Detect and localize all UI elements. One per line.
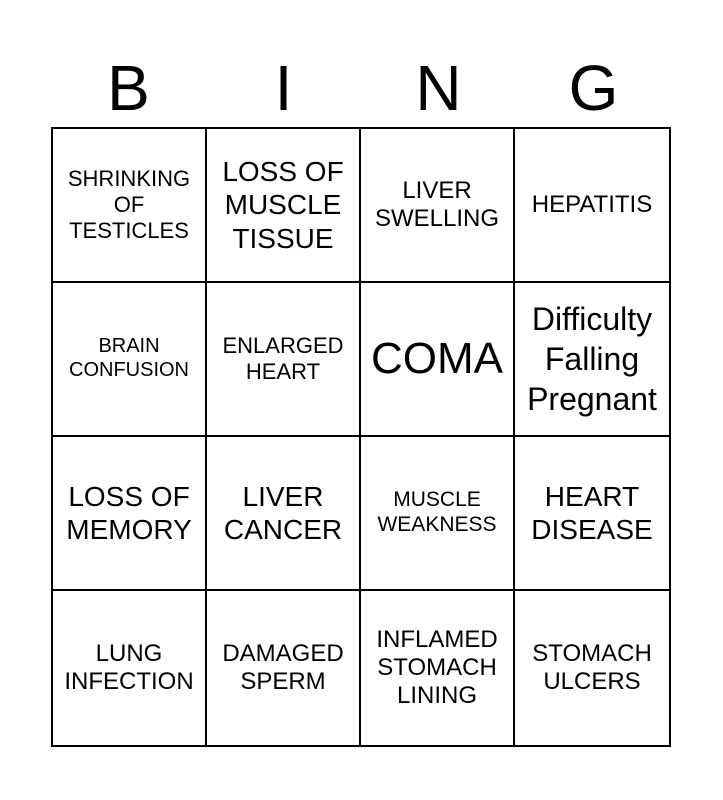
bingo-cell[interactable] (207, 129, 361, 283)
bingo-cell[interactable] (361, 129, 515, 283)
bingo-cell[interactable] (361, 283, 515, 437)
cell-label: LUNG INFECTION (64, 639, 194, 695)
bingo-cell[interactable] (53, 129, 207, 283)
cell-label: SHRINKING OF TESTICLES (67, 166, 191, 243)
bingo-cell[interactable] (207, 437, 361, 591)
cell-label: ENLARGED HEART (222, 333, 344, 384)
bingo-cell[interactable] (515, 591, 669, 745)
cell-label: LIVER SWELLING (374, 176, 500, 232)
bingo-cell[interactable] (361, 437, 515, 591)
cell-label: STOMACH ULCERS (532, 639, 652, 695)
bingo-cell[interactable] (361, 591, 515, 745)
cell-label: LOSS OF MEMORY (66, 480, 192, 545)
cell-label: LOSS OF MUSCLE TISSUE (222, 156, 344, 254)
cell-label: HEPATITIS (531, 190, 653, 218)
bingo-cell[interactable] (515, 283, 669, 437)
header-letter-i: I (274, 52, 293, 124)
bingo-cell[interactable] (207, 591, 361, 745)
bingo-cell[interactable] (53, 591, 207, 745)
cell-label: LIVER CANCER (223, 480, 343, 545)
cell-label: DAMAGED SPERM (222, 639, 344, 695)
bingo-cell[interactable] (53, 437, 207, 591)
header-letter-g: G (568, 52, 619, 124)
header-letter-b: B (107, 52, 150, 124)
cell-label: INFLAMED STOMACH LINING (376, 625, 498, 710)
cell-label: MUSCLE WEAKNESS (377, 488, 497, 536)
bingo-cell[interactable] (515, 129, 669, 283)
bingo-cell[interactable] (53, 283, 207, 437)
bingo-cell[interactable] (207, 283, 361, 437)
bingo-card (51, 127, 671, 747)
cell-label: HEART DISEASE (531, 480, 653, 545)
cell-label: COMA (371, 334, 503, 384)
header-letter-n: N (415, 52, 462, 124)
cell-label: Difficulty Falling Pregnant (527, 301, 657, 417)
cell-label: BRAIN CONFUSION (69, 335, 189, 381)
bingo-header (51, 50, 671, 126)
bingo-cell[interactable] (515, 437, 669, 591)
